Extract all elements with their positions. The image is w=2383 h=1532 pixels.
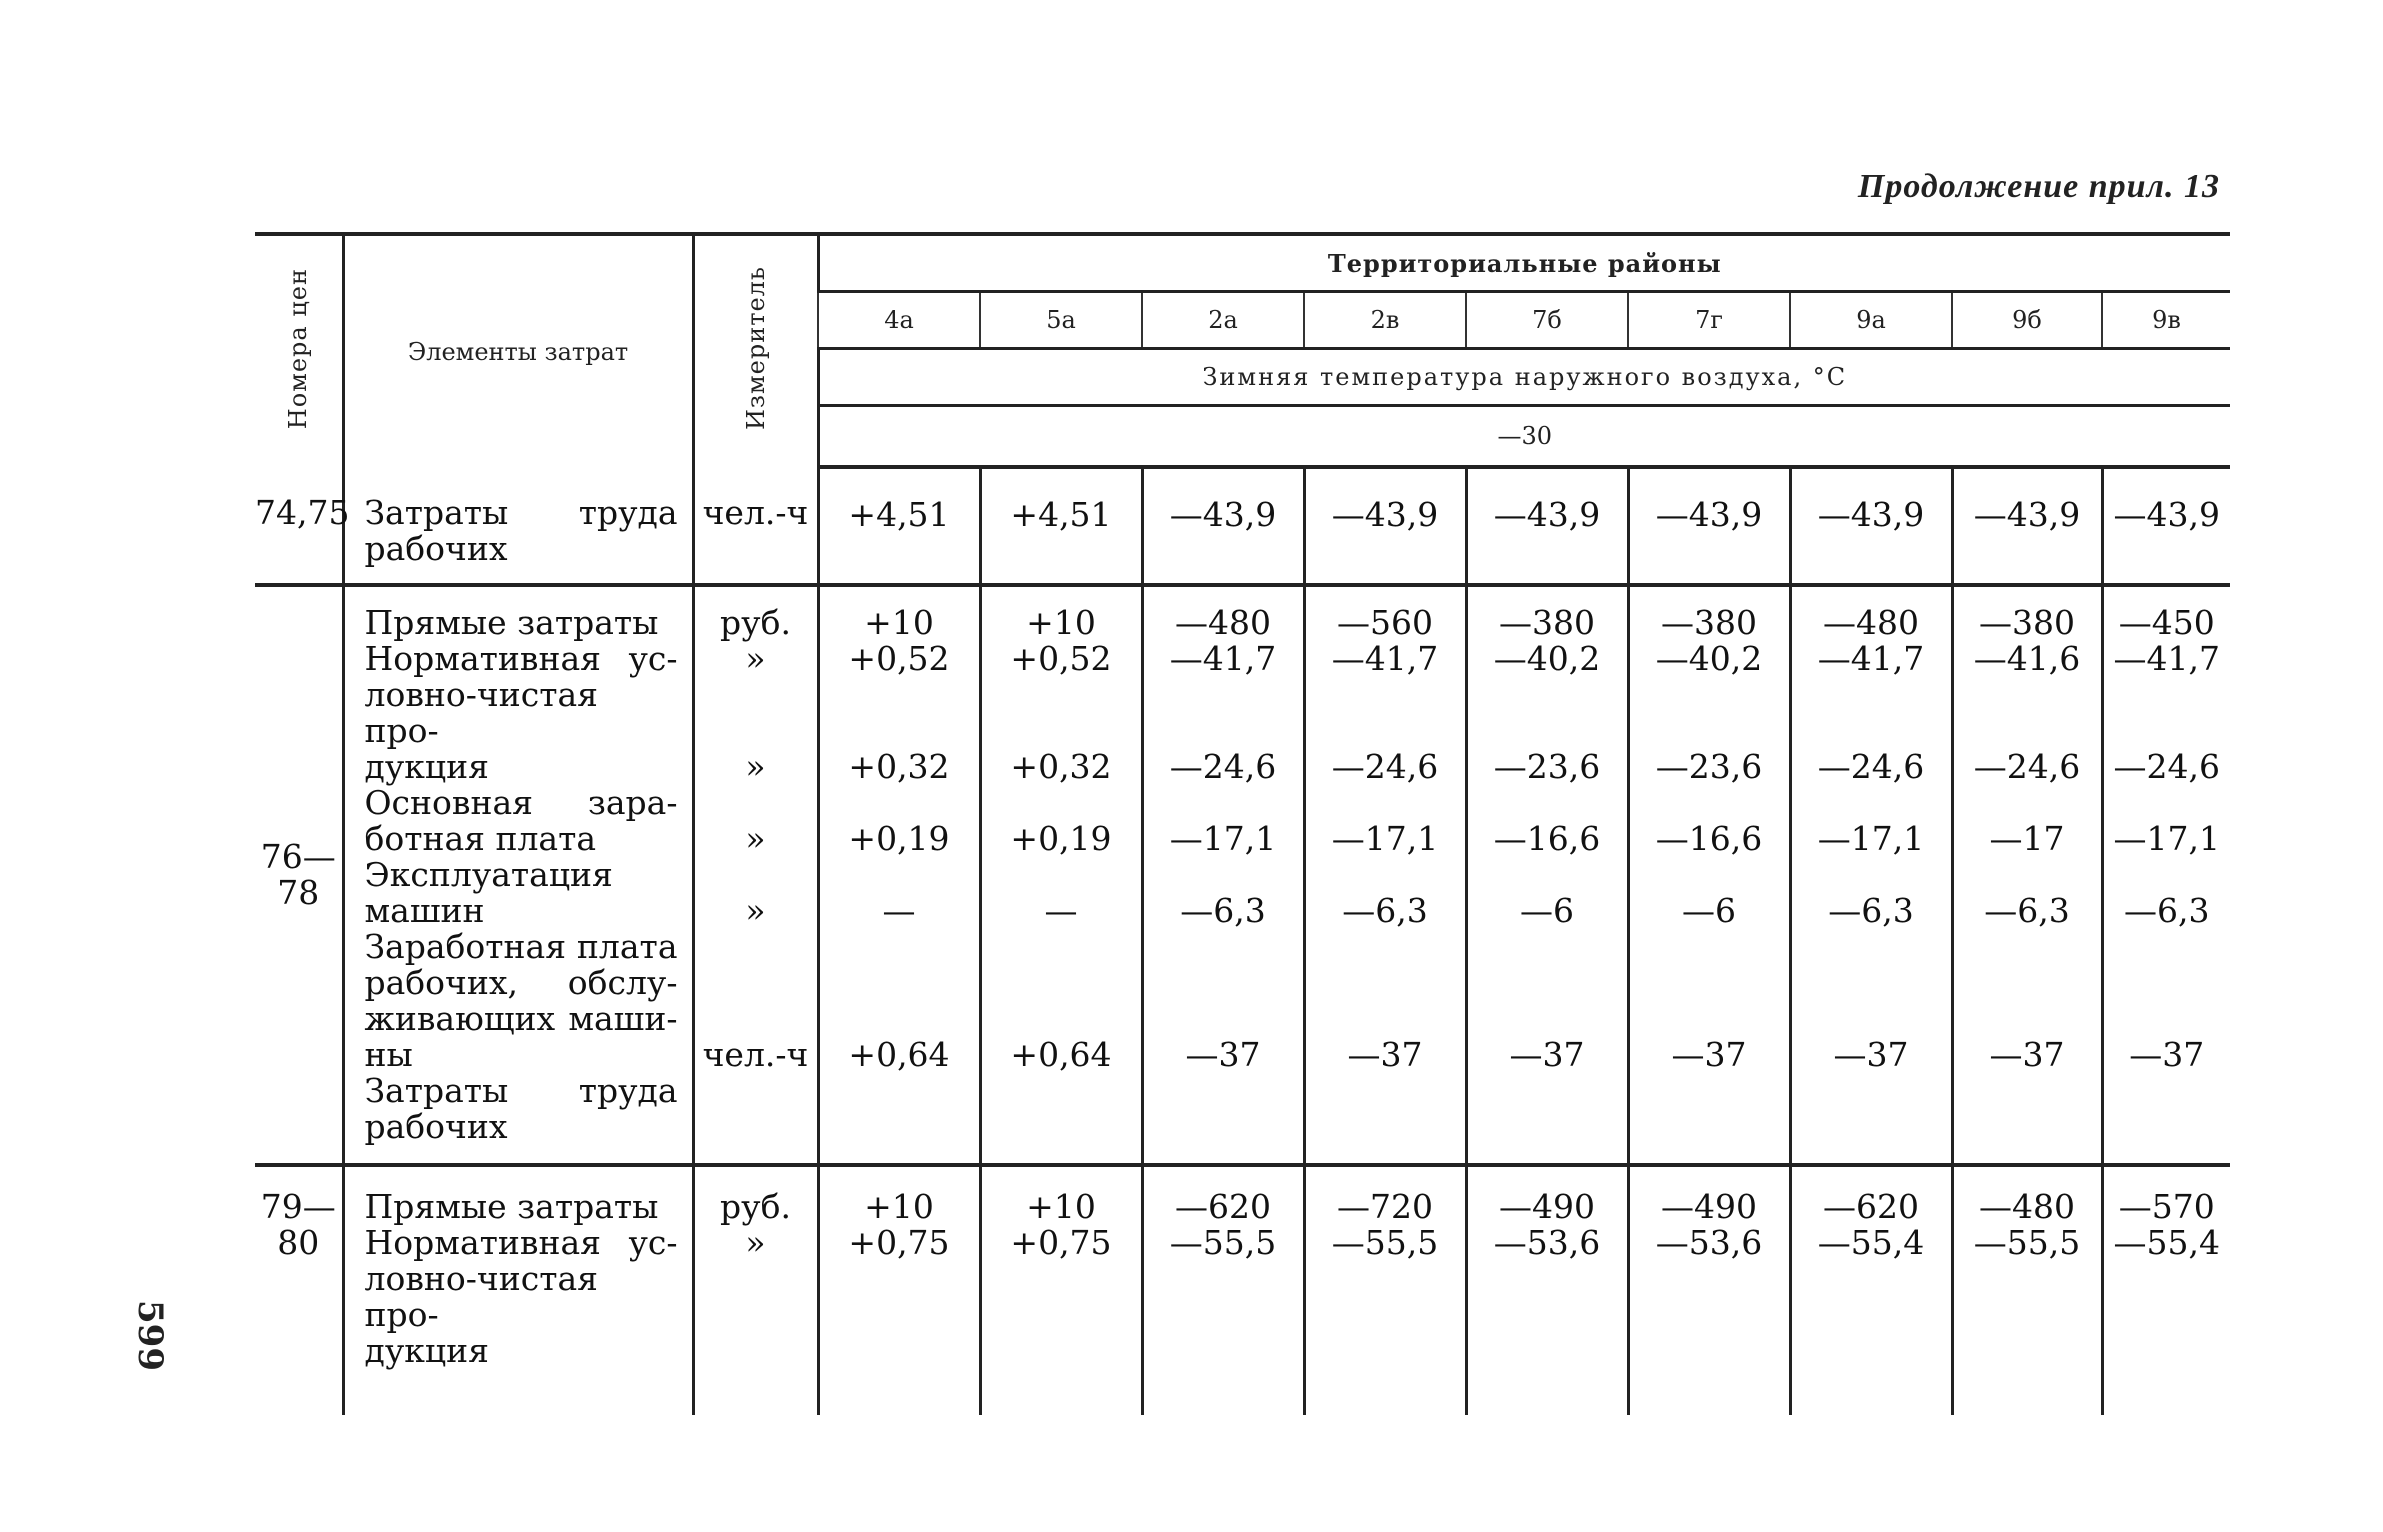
value: —43,9 [1331, 495, 1439, 534]
value: —23,6 [1493, 747, 1601, 786]
value: —43,9 [1817, 495, 1925, 534]
value: —6,3 [1342, 891, 1428, 930]
cost-element-label: машин [364, 891, 485, 930]
value-cell [1952, 585, 2102, 1165]
value: —41,7 [1817, 639, 1925, 678]
cost-element-label: Основная зара- [364, 783, 678, 822]
unit-label: » [745, 639, 766, 678]
value: — [882, 891, 916, 930]
value: —24,6 [1331, 747, 1439, 786]
cost-table [255, 232, 2230, 1415]
value-cell [980, 585, 1142, 1165]
value: —37 [1185, 1035, 1261, 1074]
value: —43,9 [2113, 495, 2221, 534]
cost-element-label: рабочих [364, 529, 508, 568]
value: +4,51 [848, 495, 950, 534]
cost-element-label: Прямые затраты [364, 603, 659, 642]
value: +0,32 [1010, 747, 1112, 786]
value: —450 [2118, 603, 2215, 642]
value: —6 [1520, 891, 1574, 930]
region-header: 7б [1466, 292, 1628, 349]
value: —620 [1175, 1187, 1271, 1226]
unit-cell [693, 1165, 818, 1415]
value: +0,64 [848, 1035, 950, 1074]
value: — [1044, 891, 1078, 930]
value-cell [818, 467, 980, 585]
value-cell [1466, 467, 1628, 585]
value-cell [818, 585, 980, 1165]
region-header: 2в [1304, 292, 1466, 349]
value: —6,3 [1828, 891, 1914, 930]
value: —480 [1823, 603, 1919, 642]
region-header: 9б [1952, 292, 2102, 349]
value: —53,6 [1493, 1223, 1601, 1262]
value: —53,6 [1655, 1223, 1763, 1262]
value: —43,9 [1493, 495, 1601, 534]
value-cell [1952, 1165, 2102, 1415]
unit-cell [693, 585, 818, 1165]
price-number: 79— [260, 1187, 336, 1226]
value-cell [1790, 467, 1952, 585]
cost-element-label: рабочих [364, 1107, 508, 1146]
value: —6 [1682, 891, 1736, 930]
value: —23,6 [1655, 747, 1763, 786]
value: —17,1 [1331, 819, 1439, 858]
value: —55,4 [2113, 1223, 2221, 1262]
cost-element-cell [343, 585, 693, 1165]
value-cell [2102, 1165, 2230, 1415]
unit-label: чел.-ч [702, 493, 809, 532]
temp-value: —30 [818, 406, 2230, 468]
value: —37 [1347, 1035, 1423, 1074]
value: —24,6 [1169, 747, 1277, 786]
value: +0,19 [848, 819, 950, 858]
cost-element-label: Эксплуатация [364, 855, 613, 894]
value: —37 [1509, 1035, 1585, 1074]
value: +4,51 [1010, 495, 1112, 534]
region-header: 9в [2102, 292, 2230, 349]
price-number-cell [255, 1165, 343, 1415]
value: —41,7 [2113, 639, 2221, 678]
value: —43,9 [1169, 495, 1277, 534]
value: —55,5 [1331, 1223, 1439, 1262]
value: +0,19 [1010, 819, 1112, 858]
value-cell [1790, 1165, 1952, 1415]
value: —16,6 [1493, 819, 1601, 858]
value: +0,52 [848, 639, 950, 678]
cost-element-label: ботная плата [364, 819, 597, 858]
value-cell [1628, 585, 1790, 1165]
value: —380 [1499, 603, 1595, 642]
table-body [255, 467, 2230, 1415]
page-number: 599 [130, 1300, 170, 1371]
value: —6,3 [1984, 891, 2070, 930]
value: —490 [1499, 1187, 1595, 1226]
value-cell [1142, 467, 1304, 585]
value-cell [1790, 585, 1952, 1165]
value-cell [1628, 467, 1790, 585]
region-header: 5а [980, 292, 1142, 349]
value: —43,9 [1973, 495, 2081, 534]
price-number-cell [255, 467, 350, 585]
value-cell [1304, 1165, 1466, 1415]
value: —40,2 [1493, 639, 1601, 678]
value-cell [980, 467, 1142, 585]
value: +0,32 [848, 747, 950, 786]
table-header [255, 234, 2230, 467]
cost-element-label: дукция [364, 747, 489, 786]
value-cell [1466, 1165, 1628, 1415]
value: —41,6 [1973, 639, 2081, 678]
winter-temp-header: Зимняя температура наружного воздуха, °С [818, 349, 2230, 406]
cost-element-label: Заработная плата [364, 927, 678, 966]
value: +10 [864, 603, 934, 642]
value: —55,4 [1817, 1223, 1925, 1262]
value: —41,7 [1169, 639, 1277, 678]
value: —43,9 [1655, 495, 1763, 534]
value: —17,1 [1817, 819, 1925, 858]
value: +10 [1026, 1187, 1096, 1226]
value: —6,3 [1180, 891, 1266, 930]
value: —620 [1823, 1187, 1919, 1226]
value-cell [1466, 585, 1628, 1165]
price-number: 80 [277, 1223, 320, 1262]
value-cell [2102, 585, 2230, 1165]
value-cell [1142, 585, 1304, 1165]
value-cell [980, 1165, 1142, 1415]
value: —17,1 [1169, 819, 1277, 858]
value-cell [818, 1165, 980, 1415]
value: —24,6 [1817, 747, 1925, 786]
cost-element-cell [343, 1165, 693, 1415]
region-header: 7г [1628, 292, 1790, 349]
value: —570 [2118, 1187, 2215, 1226]
region-header: 2а [1142, 292, 1304, 349]
value: +0,75 [1010, 1223, 1112, 1262]
value: —380 [1661, 603, 1757, 642]
region-header: 4а [818, 292, 980, 349]
cost-elements-header: Элементы затрат [343, 234, 693, 467]
value: —17,1 [2113, 819, 2221, 858]
value: —55,5 [1169, 1223, 1277, 1262]
cost-element-label: ловно-чистая про- [364, 675, 598, 750]
cost-element-label: Нормативная ус- [364, 639, 678, 678]
cost-element-label: дукция [364, 1331, 489, 1370]
value: —480 [1175, 603, 1271, 642]
cost-element-label: Прямые затраты [364, 1187, 659, 1226]
value: —6,3 [2124, 891, 2210, 930]
table-row [255, 467, 2230, 585]
cost-element-label: Затраты труда [364, 493, 678, 532]
value: —37 [1833, 1035, 1909, 1074]
value: —41,7 [1331, 639, 1439, 678]
cost-element-cell [343, 467, 693, 585]
value: —490 [1661, 1187, 1757, 1226]
table-row [255, 585, 2230, 1165]
unit-header: Измеритель [693, 234, 818, 467]
unit-cell [693, 467, 818, 585]
value: +10 [1026, 603, 1096, 642]
value-cell [1142, 1165, 1304, 1415]
value-cell [1304, 585, 1466, 1165]
unit-label: » [745, 819, 766, 858]
value: —16,6 [1655, 819, 1763, 858]
value-cell [1304, 467, 1466, 585]
cost-element-label: ловно-чистая про- [364, 1259, 598, 1334]
cost-element-label: живающих маши- [364, 999, 678, 1038]
value: —380 [1979, 603, 2075, 642]
cost-element-label: рабочих, обслу- [364, 963, 678, 1002]
value: +0,64 [1010, 1035, 1112, 1074]
territorial-regions-header: Территориальные районы [818, 234, 2230, 292]
unit-label: руб. [720, 603, 791, 642]
value-cell [2102, 467, 2230, 585]
value: +0,75 [848, 1223, 950, 1262]
price-number: 78 [277, 873, 320, 912]
value: —37 [1989, 1035, 2065, 1074]
value-cell [1952, 467, 2102, 585]
value: —17 [1989, 819, 2065, 858]
cost-element-label: ны [364, 1035, 413, 1074]
value: —24,6 [1973, 747, 2081, 786]
table-row [255, 1165, 2230, 1415]
value: +0,52 [1010, 639, 1112, 678]
value: —24,6 [2113, 747, 2221, 786]
value: —480 [1979, 1187, 2075, 1226]
unit-label: чел.-ч [702, 1035, 809, 1074]
cost-element-label: Затраты труда [364, 1071, 678, 1110]
price-number-cell [255, 585, 343, 1165]
appendix-caption: Продолжение прил. 13 [1857, 168, 2220, 205]
unit-label: руб. [720, 1187, 791, 1226]
value: —37 [2129, 1035, 2205, 1074]
value-cell [1628, 1165, 1790, 1415]
cost-element-label: Нормативная ус- [364, 1223, 678, 1262]
unit-label: » [745, 747, 766, 786]
value: +10 [864, 1187, 934, 1226]
unit-label: » [745, 1223, 766, 1262]
value: —40,2 [1655, 639, 1763, 678]
price-numbers-header: Номера цен [284, 267, 313, 430]
value: —720 [1337, 1187, 1433, 1226]
value: —37 [1671, 1035, 1747, 1074]
price-number: 74,75 [255, 493, 350, 532]
price-number: 76— [260, 837, 336, 876]
unit-label: » [745, 891, 766, 930]
value: —560 [1337, 603, 1433, 642]
value: —55,5 [1973, 1223, 2081, 1262]
region-header: 9а [1790, 292, 1952, 349]
